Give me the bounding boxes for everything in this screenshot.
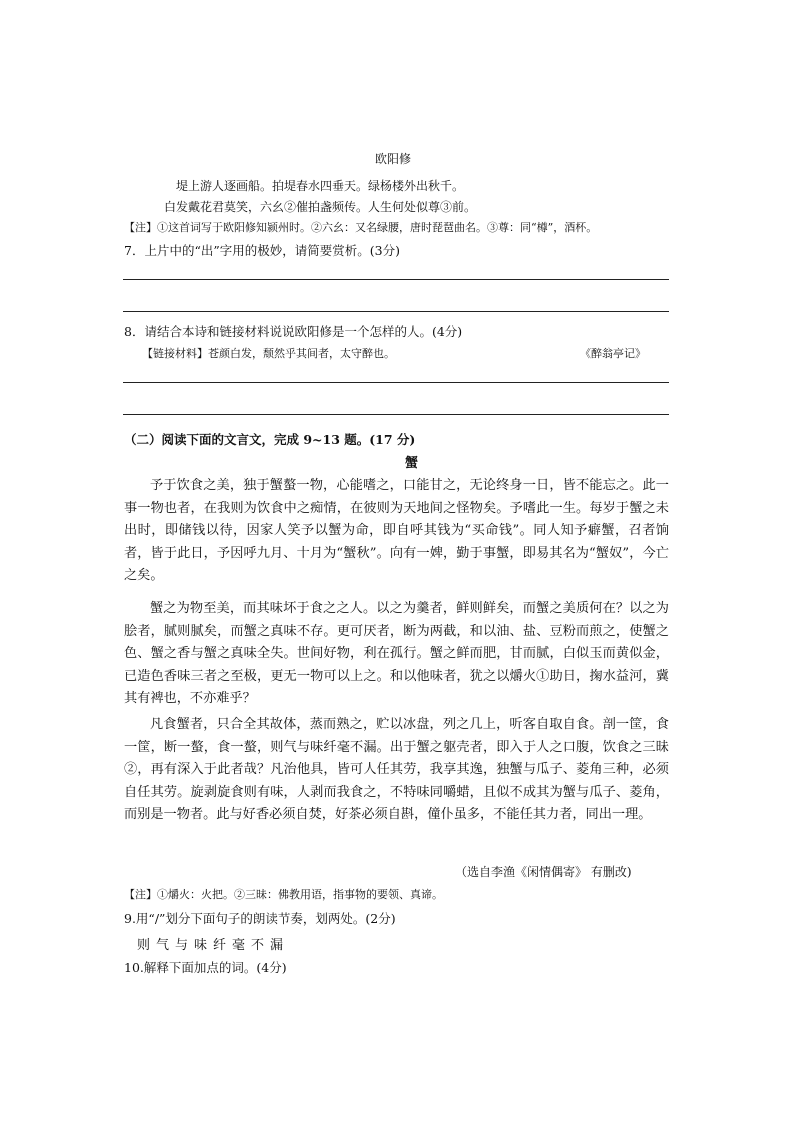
essay-paragraph-1: 予于饮食之美，独于蟹螯一物，心能嗜之，口能甘之，无论终身一日，皆不能忘之。此一事一物也者，在我则为饮食中之痴情，在彼则为天地间之怪物矣。予嗜此一生。每岁于蟹之未出时，即储钱以待，因家人笑予以蟹为命，即自呼其钱为“买命钱”。同人知予癖蟹，召者饷者，皆于此日，予因呼九月、十月为“蟹秋”。向有一婢，勤于事蟹，即易其名为“蟹奴”，今亡之矣。: [124, 478, 669, 584]
question-7: 7．上片中的“出”字用的极妙，请简要赏析。(3分): [124, 243, 400, 258]
poem-note: 【注】①这首词写于欧阳修知颍州时。②六幺：又名绿腰，唐时琵琶曲名。③尊：同“樽”，酒杯。: [124, 221, 598, 234]
poem-author: 欧阳修: [375, 152, 412, 166]
question-9: 9.用“/”划分下面句子的朗读节奏，划两处。(2分): [124, 911, 396, 926]
essay-paragraph-2: 蟹之为物至美，而其味坏于食之之人。以之为羹者，鲜则鲜矣，而蟹之美质何在？以之为脍者，腻则腻矣，而蟹之真味不存。更可厌者，断为两截，和以油、盐、豆粉而煎之，使蟹之色、蟹之香与蟹之真味全失。世间好物，利在孤行。蟹之鲜而肥，甘而腻，白似玉而黄似金，已造色香味三者之至极，更无一物可以上之。和以他味者，犹之以爝火①助日，掬水益河，冀其有裨也，不亦难乎？: [124, 601, 669, 707]
link-material: 【链接材料】苍颜白发，颓然乎其间者，太守醉也。: [142, 347, 395, 360]
question-10: 10.解释下面加点的词。(4分): [124, 960, 287, 975]
poem-line-2: 白发戴花君莫笑，六幺②催拍盏频传。人生何处似尊③前。: [164, 200, 477, 214]
section-heading: （二）阅读下面的文言文，完成 9~13 题。(17 分): [124, 432, 416, 447]
essay-source: （选自李渔《闲情偶寄》 有删改): [455, 865, 632, 879]
answer-line: [123, 311, 669, 312]
essay-title: 蟹: [405, 456, 419, 471]
answer-line: [123, 382, 669, 383]
answer-line: [123, 279, 669, 280]
answer-line: [123, 414, 669, 415]
link-source: 《醉翁亭记》: [580, 347, 646, 360]
essay-paragraph-3: 凡食蟹者，只合全其故体，蒸而熟之，贮以冰盘，列之几上，听客自取自食。剖一筐，食一筐，断一螯，食一螯，则气与味纤毫不漏。出于蟹之躯壳者，即入于人之口腹，饮食之三昧②，再有深入于此者哉？凡治他具，皆可人任其劳，我享其逸，独蟹与瓜子、菱角三种，必须自任其劳。旋剥旋食则有味，人剥而我食之，不特味同嚼蜡，且似不成其为蟹与瓜子、菱角，而别是一物者。此与好香必须自焚，好茶必须自斟，僮仆虽多，不能任其力者，同出一理。: [124, 717, 669, 823]
question-9-sentence: 则气与味纤毫不漏: [137, 938, 290, 953]
question-8: 8．请结合本诗和链接材料说说欧阳修是一个怎样的人。(4分): [124, 324, 463, 339]
essay-note: 【注】①爝火：火把。②三昧：佛教用语，指事物的要领、真谛。: [124, 888, 443, 901]
poem-line-1: 堤上游人逐画船。拍堤春水四垂天。绿杨楼外出秋千。: [176, 179, 465, 193]
